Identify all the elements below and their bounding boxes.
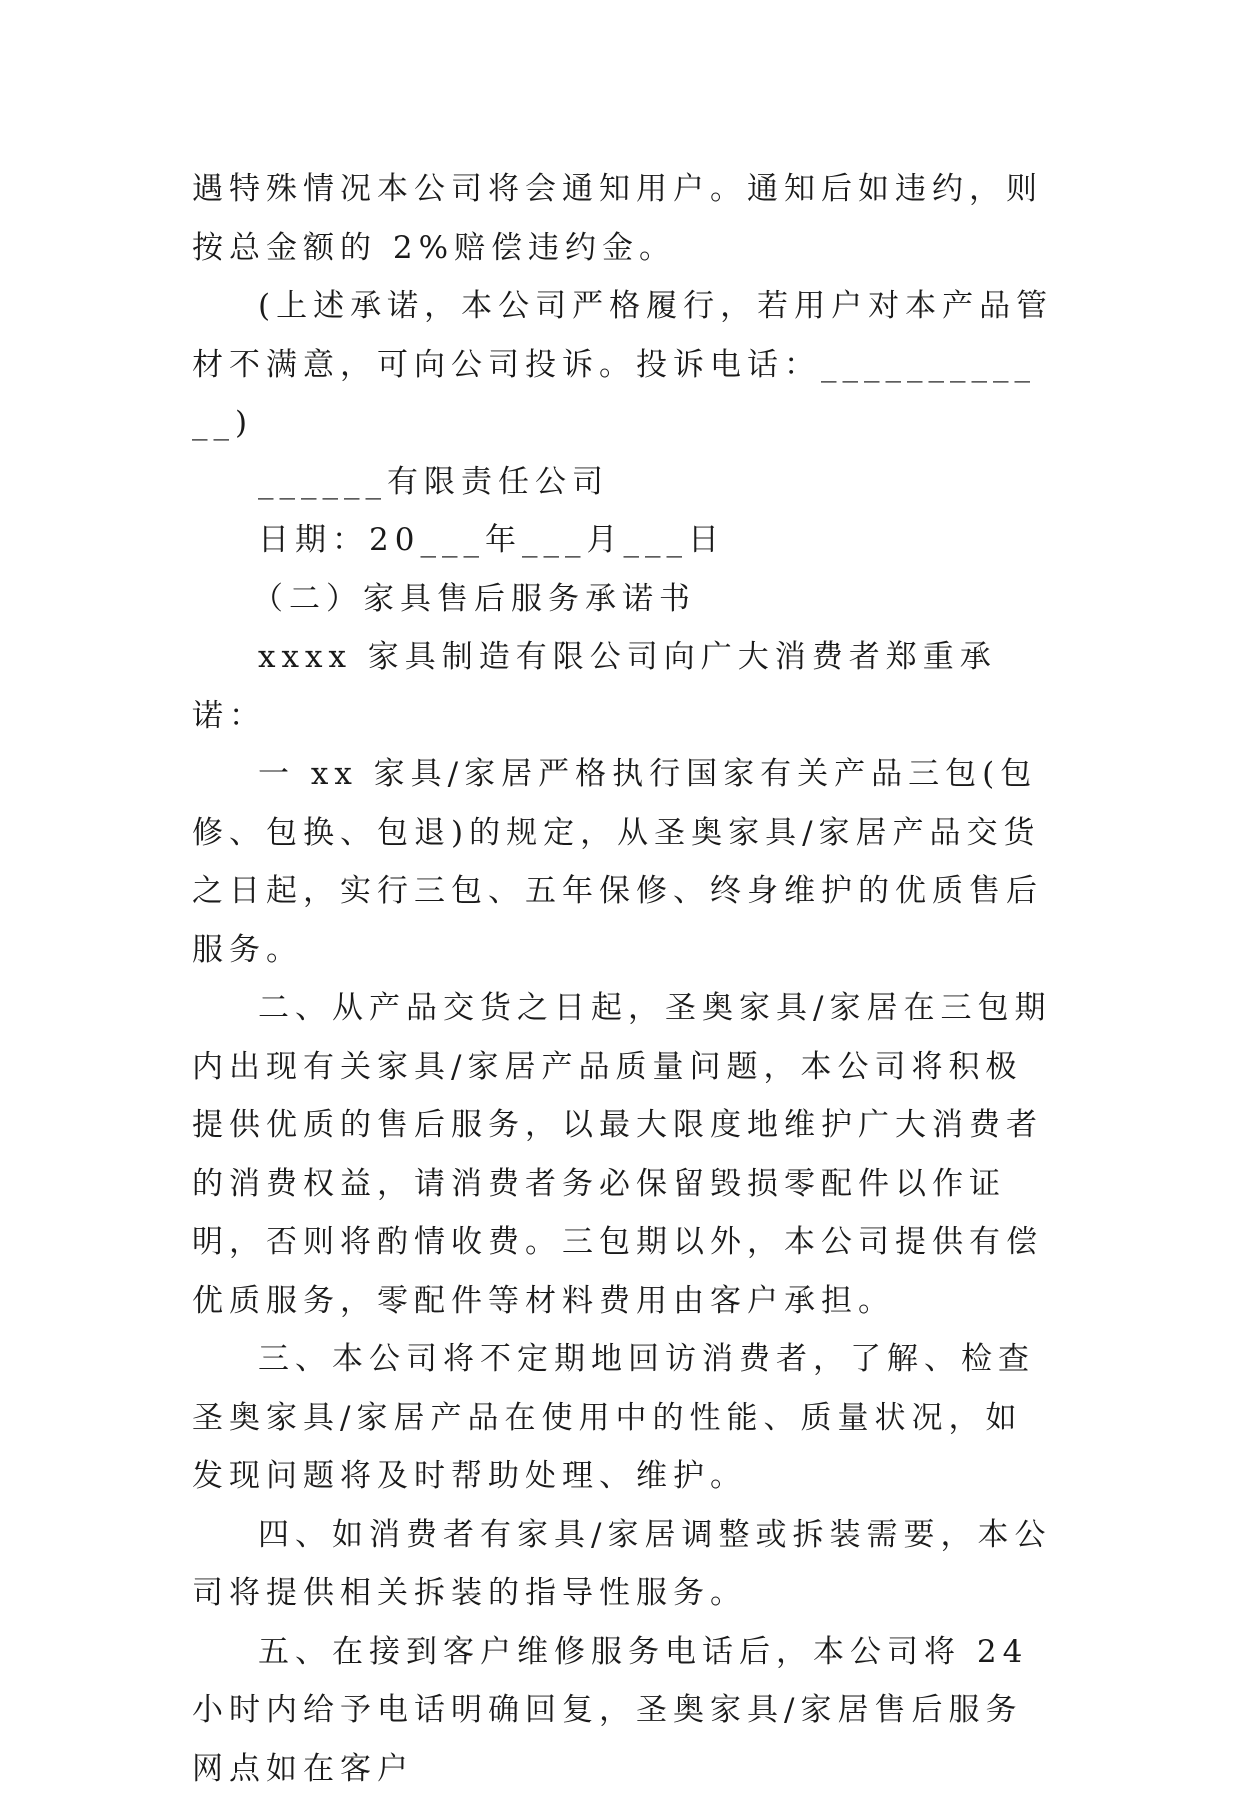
paragraph-intro: xxxx 家具制造有限公司向广大消费者郑重承诺： bbox=[192, 628, 1054, 745]
section-title: （二）家具售后服务承诺书 bbox=[192, 570, 1054, 629]
paragraph-complaint-hotline: (上述承诺，本公司严格履行，若用户对本产品管材不满意，可向公司投诉。投诉电话：____________) bbox=[192, 277, 1054, 453]
paragraph-item-4: 四、如消费者有家具/家居调整或拆装需要，本公司将提供相关拆装的指导性服务。 bbox=[192, 1506, 1054, 1623]
date-line: 日期：20___年___月___日 bbox=[192, 511, 1054, 570]
paragraph-item-3: 三、本公司将不定期地回访消费者，了解、检查圣奥家具/家居产品在使用中的性能、质量状况，如发现问题将及时帮助处理、维护。 bbox=[192, 1330, 1054, 1506]
paragraph-item-2: 二、从产品交货之日起，圣奥家具/家居在三包期内出现有关家具/家居产品质量问题，本公司将积极提供优质的售后服务，以最大限度地维护广大消费者的消费权益，请消费者务必保留毁损零配件以作证明，否则将酌情收费。三包期以外，本公司提供有偿优质服务，零配件等材料费用由客户承担。 bbox=[192, 979, 1054, 1330]
paragraph-item-1: 一 xx 家具/家居严格执行国家有关产品三包(包修、包换、包退)的规定，从圣奥家具/家居产品交货之日起，实行三包、五年保修、终身维护的优质售后服务。 bbox=[192, 745, 1054, 979]
paragraph-item-5: 五、在接到客户维修服务电话后，本公司将 24 小时内给予电话明确回复，圣奥家具/家居售后服务网点如在客户 bbox=[192, 1623, 1054, 1798]
company-name-line: ______有限责任公司 bbox=[192, 453, 1054, 512]
paragraph-penalty: 遇特殊情况本公司将会通知用户。通知后如违约，则按总金额的 2%赔偿违约金。 bbox=[192, 160, 1054, 277]
document-body bbox=[192, 160, 1054, 1798]
